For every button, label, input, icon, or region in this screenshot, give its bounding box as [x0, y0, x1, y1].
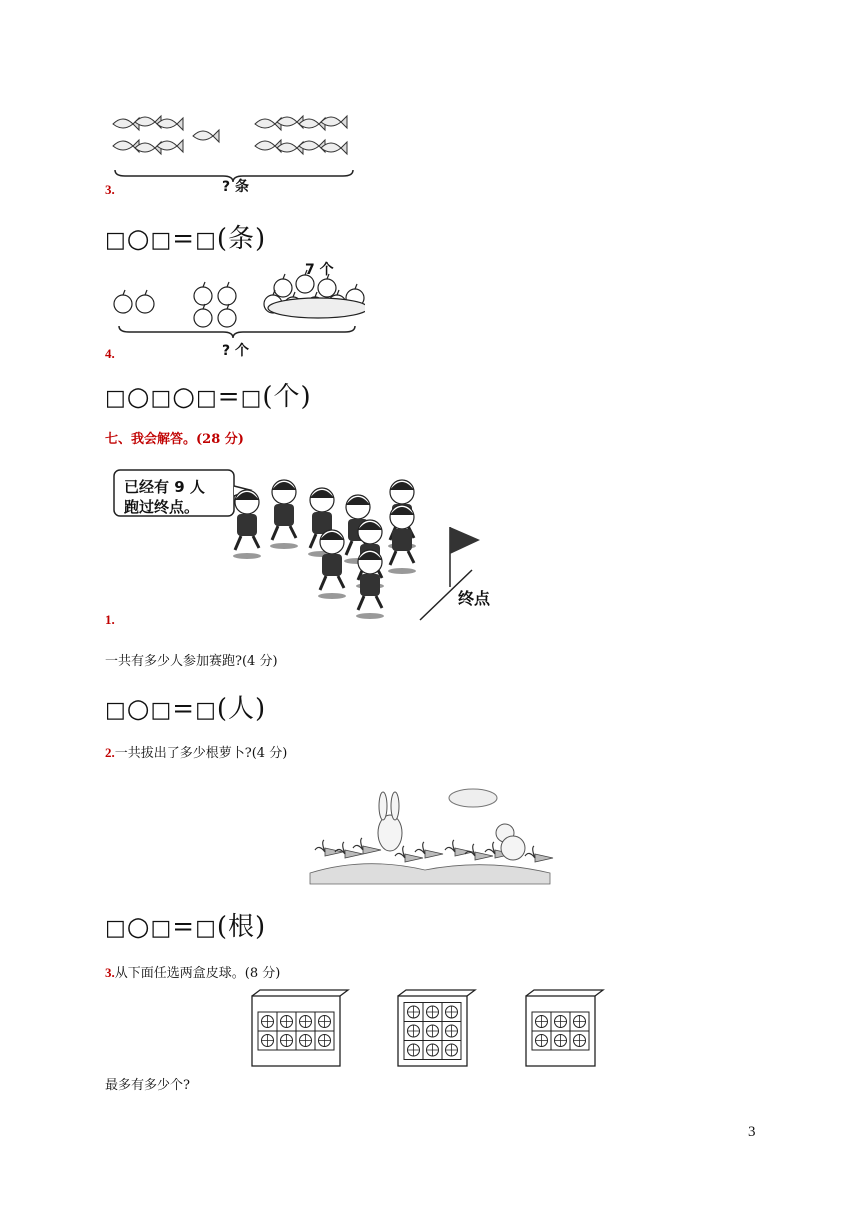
apple-icon	[194, 282, 212, 305]
ball-icon	[315, 1012, 334, 1031]
ground	[310, 864, 550, 884]
apple-icon	[114, 290, 132, 313]
p3-followup: 最多有多少个?	[105, 1078, 190, 1093]
q3-equation: □○□=□(条)	[105, 224, 267, 254]
ball-icon	[296, 1012, 315, 1031]
ball-boxes	[248, 988, 618, 1068]
answer-box[interactable]: □	[150, 386, 173, 411]
carrot-icon	[335, 842, 363, 858]
apple-icon	[218, 304, 236, 327]
ball-icon	[532, 1012, 551, 1031]
answer-box[interactable]: □	[105, 228, 127, 253]
ball-icon	[404, 1041, 423, 1060]
speech-line-1: 已经有 9 人	[124, 478, 205, 496]
carrot-icon	[415, 842, 443, 858]
answer-box[interactable]: □	[105, 386, 127, 411]
p2-number: 2.	[105, 745, 115, 760]
ball-icon	[277, 1012, 296, 1031]
p3-question-line: 3.从下面任选两盒皮球。(8 分)	[105, 965, 281, 981]
ball-icon	[570, 1012, 589, 1031]
ball-box	[398, 990, 475, 1066]
plate-label: 7 个	[305, 262, 334, 278]
ball-icon	[423, 1003, 442, 1022]
ball-icon	[404, 1022, 423, 1041]
ball-icon	[570, 1031, 589, 1050]
carrot-icon	[445, 840, 473, 856]
p3-number: 3.	[105, 965, 115, 980]
answer-box[interactable]: □	[150, 698, 173, 723]
runner-icon	[356, 550, 384, 619]
page-number: 3	[748, 1124, 756, 1140]
finish-label: 终点	[458, 589, 491, 608]
fish-icon	[255, 140, 281, 152]
runner-icon	[388, 505, 416, 574]
ball-icon	[404, 1003, 423, 1022]
apple-icon	[274, 274, 292, 297]
runner-icon	[233, 490, 261, 559]
rabbit-icon	[378, 792, 402, 851]
runner-icon	[270, 480, 298, 549]
ball-icon	[442, 1041, 461, 1060]
ball-icon	[423, 1022, 442, 1041]
ball-icon	[442, 1022, 461, 1041]
p2-equation: □○□=□(根)	[105, 912, 267, 942]
carrot-icon	[395, 846, 423, 862]
answer-box[interactable]: □	[240, 386, 263, 411]
fish-icon	[113, 118, 139, 130]
p2-question-line: 2.一共拔出了多少根萝卜?(4 分)	[105, 745, 288, 761]
apple-icon	[218, 282, 236, 305]
carrot-icon	[353, 838, 381, 854]
runner-icon	[318, 530, 346, 599]
ball-box	[526, 990, 603, 1066]
ball-box	[252, 990, 348, 1066]
apple-icon	[136, 290, 154, 313]
carrot-icon	[465, 844, 493, 860]
apple-icon	[194, 304, 212, 327]
answer-box[interactable]: □	[105, 698, 127, 723]
p1-number: 1.	[105, 612, 115, 627]
p1-equation: □○□=□(人)	[105, 694, 267, 724]
answer-box[interactable]: □	[105, 916, 127, 941]
ball-icon	[296, 1031, 315, 1050]
brace	[119, 326, 355, 338]
answer-box[interactable]: □	[195, 386, 218, 411]
q3-brace-label: ? 条	[222, 179, 249, 195]
answer-box[interactable]: □	[150, 228, 173, 253]
fish-icon	[113, 140, 139, 152]
ball-icon	[258, 1012, 277, 1031]
ball-icon	[258, 1031, 277, 1050]
ball-icon	[423, 1041, 442, 1060]
ball-icon	[532, 1031, 551, 1050]
carrot-icon	[525, 846, 553, 862]
q4-equation: □○□○□=□(个)	[105, 382, 312, 412]
ball-icon	[442, 1003, 461, 1022]
plate	[268, 298, 365, 318]
answer-box[interactable]: □	[195, 916, 217, 941]
ball-icon	[315, 1031, 334, 1050]
p1-question: 一共有多少人参加赛跑?(4 分)	[105, 654, 278, 669]
q4-number: 4.	[105, 346, 115, 361]
answer-box[interactable]: □	[195, 228, 217, 253]
answer-box[interactable]: □	[150, 916, 173, 941]
ball-icon	[277, 1031, 296, 1050]
section-7-title: 七、我会解答。(28 分)	[105, 432, 244, 447]
answer-box[interactable]: □	[195, 698, 217, 723]
fish-icon	[193, 130, 219, 142]
carrot-icon	[315, 840, 343, 856]
fish-icon	[255, 118, 281, 130]
q3-number: 3.	[105, 182, 115, 197]
q4-brace-label: ? 个	[222, 343, 249, 359]
ball-icon	[551, 1012, 570, 1031]
cloud	[449, 789, 497, 807]
carrot-illustration	[305, 778, 555, 888]
flag-icon	[450, 527, 480, 554]
ball-icon	[551, 1031, 570, 1050]
speech-line-2: 跑过终点。	[124, 498, 200, 516]
